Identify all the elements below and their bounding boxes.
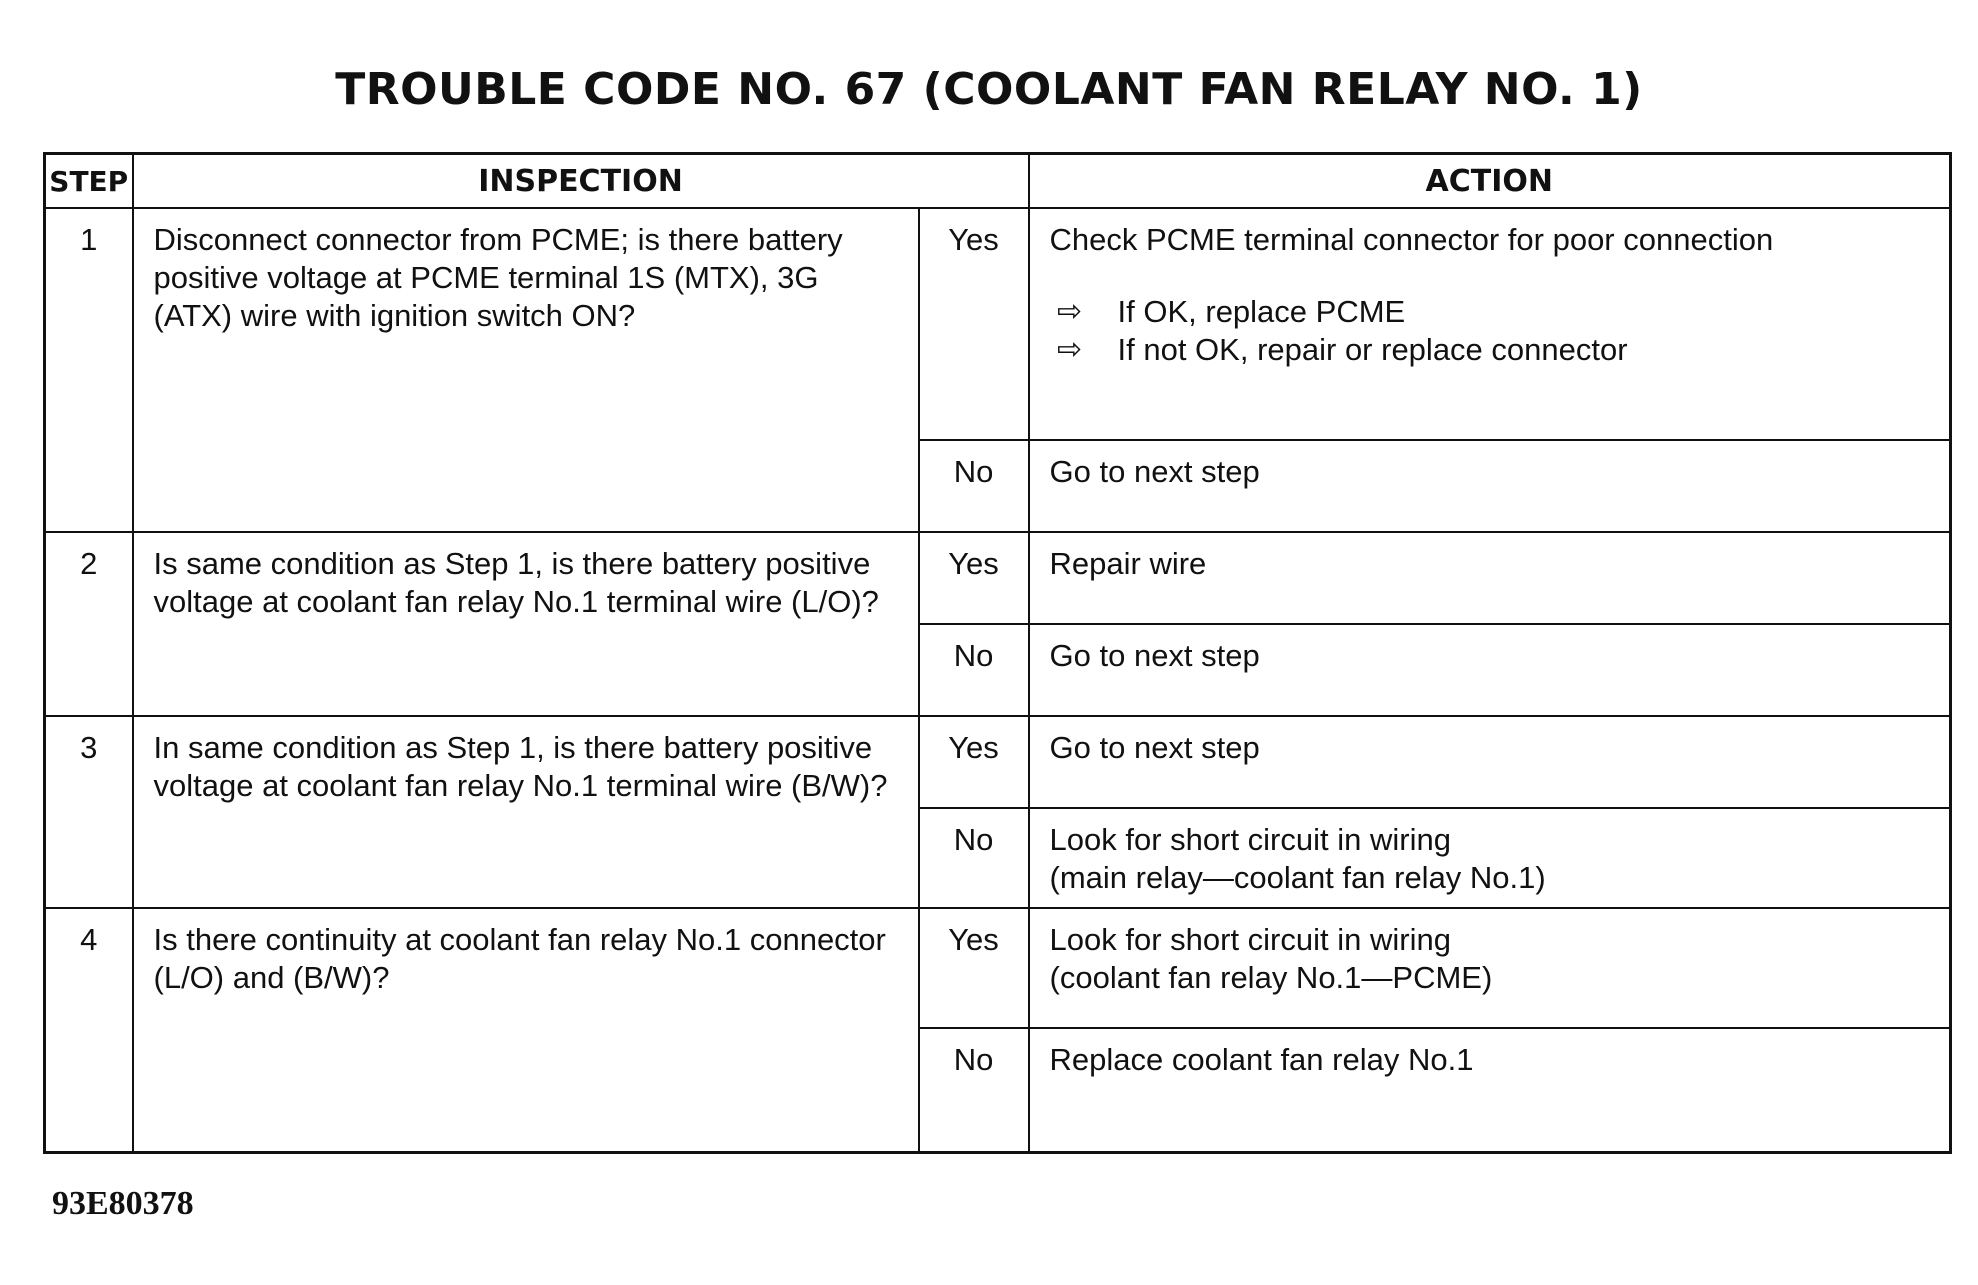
action-text: Look for short circuit in wiring xyxy=(1049,822,1451,857)
outline-right-arrow-icon: ⇨ xyxy=(1056,333,1083,366)
bullet-text: If not OK, repair or replace connector xyxy=(1117,332,1628,367)
trouble-code-table xyxy=(43,152,1952,1154)
no-action: Go to next step xyxy=(1029,440,1951,532)
spacer xyxy=(1050,259,1930,293)
table-row xyxy=(45,532,1951,624)
action-text: (coolant fan relay No.1—PCME) xyxy=(1049,960,1493,995)
bullet-item xyxy=(1050,331,1930,369)
table-row xyxy=(45,908,1951,1028)
bullet-text: If OK, replace PCME xyxy=(1117,294,1406,329)
bullet-item xyxy=(1050,293,1930,331)
inspection-column-header: INSPECTION xyxy=(133,154,1029,209)
table-header-row xyxy=(45,154,1951,209)
step-number: 2 xyxy=(45,532,133,716)
yes-action xyxy=(1029,908,1951,1028)
yes-action xyxy=(1029,208,1951,440)
outline-right-arrow-icon: ⇨ xyxy=(1056,295,1083,328)
no-label: No xyxy=(919,624,1029,716)
yes-label: Yes xyxy=(919,716,1029,808)
step-number: 4 xyxy=(45,908,133,1153)
no-label: No xyxy=(919,1028,1029,1153)
table-row xyxy=(45,716,1951,808)
page-title: TROUBLE CODE NO. 67 (COOLANT FAN RELAY NO. 1) xyxy=(335,64,1643,115)
step-column-header: STEP xyxy=(45,154,133,209)
figure-code: 93E80378 xyxy=(52,1185,194,1222)
action-text: Look for short circuit in wiring xyxy=(1049,922,1451,957)
no-label: No xyxy=(919,808,1029,908)
action-text: (main relay—coolant fan relay No.1) xyxy=(1049,860,1546,895)
action-column-header: ACTION xyxy=(1029,154,1951,209)
inspection-text: Is there continuity at coolant fan relay No.1 connector (L/O) and (B/W)? xyxy=(133,908,919,1153)
no-label: No xyxy=(919,440,1029,532)
no-action: Replace coolant fan relay No.1 xyxy=(1029,1028,1951,1153)
action-text: Check PCME terminal connector for poor connection xyxy=(1049,222,1774,257)
inspection-text: In same condition as Step 1, is there battery positive voltage at coolant fan relay No.1 terminal wire (B/W)? xyxy=(133,716,919,908)
yes-action: Repair wire xyxy=(1029,532,1951,624)
inspection-text: Is same condition as Step 1, is there battery positive voltage at coolant fan relay No.1 terminal wire (L/O)? xyxy=(133,532,919,716)
step-number: 3 xyxy=(45,716,133,908)
inspection-text: Disconnect connector from PCME; is there battery positive voltage at PCME terminal 1S (MTX), 3G (ATX) wire with ignition switch ON? xyxy=(133,208,919,532)
no-action xyxy=(1029,808,1951,908)
yes-label: Yes xyxy=(919,208,1029,440)
yes-label: Yes xyxy=(919,908,1029,1028)
yes-label: Yes xyxy=(919,532,1029,624)
step-number: 1 xyxy=(45,208,133,532)
yes-action: Go to next step xyxy=(1029,716,1951,808)
no-action: Go to next step xyxy=(1029,624,1951,716)
table-row xyxy=(45,208,1951,440)
